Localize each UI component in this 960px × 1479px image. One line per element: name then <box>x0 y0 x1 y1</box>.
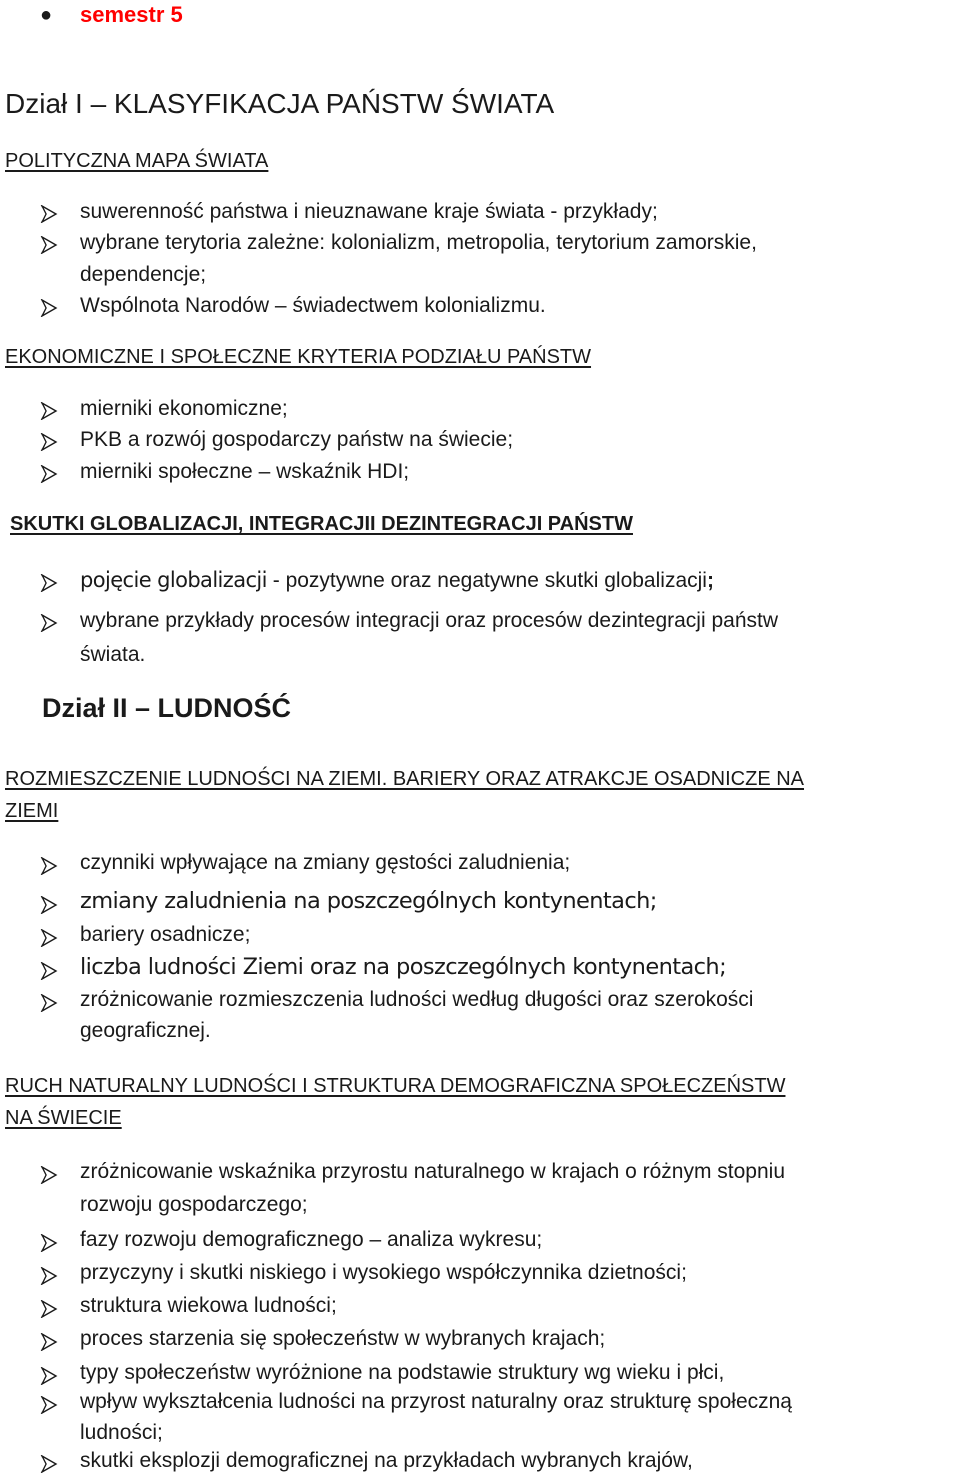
arrow-bullet-icon <box>40 236 58 254</box>
heading-ruch-naturalny-line2: NA ŚWIECIE <box>5 1107 122 1129</box>
list-item-continuation: świata. <box>80 643 146 666</box>
list-item: Wspólnota Narodów – świadectwem kolonializmu. <box>80 294 546 317</box>
list-item: wybrane terytoria zależne: kolonializm, metropolia, terytorium zamorskie, <box>80 231 757 254</box>
arrow-bullet-icon <box>40 299 58 317</box>
list-item: suwerenność państwa i nieuznawane kraje świata - przykłady; <box>80 200 658 223</box>
list-item: mierniki ekonomiczne; <box>80 397 288 420</box>
arrow-bullet-icon <box>40 205 58 223</box>
arrow-bullet-icon <box>40 1267 58 1285</box>
list-item: wybrane przykłady procesów integracji oraz procesów dezintegracji państw <box>80 609 778 632</box>
arrow-bullet-icon <box>40 1166 58 1184</box>
list-item-continuation: ludności; <box>80 1421 163 1444</box>
list-item: fazy rozwoju demograficznego – analiza wykresu; <box>80 1228 543 1251</box>
semester-bullet-icon: ● <box>40 4 53 26</box>
arrow-bullet-icon <box>40 1396 58 1414</box>
arrow-bullet-icon <box>40 1300 58 1318</box>
list-item: liczba ludności Ziemi oraz na poszczególnych kontynentach; <box>80 954 727 980</box>
list-item: czynniki wpływające na zmiany gęstości zaludnienia; <box>80 851 571 874</box>
arrow-bullet-icon <box>40 465 58 483</box>
list-item: struktura wiekowa ludności; <box>80 1294 337 1317</box>
list-item: zróżnicowanie rozmieszczenia ludności według długości oraz szerokości <box>80 988 754 1011</box>
arrow-bullet-icon <box>40 1367 58 1385</box>
arrow-bullet-icon <box>40 994 58 1012</box>
list-item: proces starzenia się społeczeństw w wybranych krajach; <box>80 1327 606 1350</box>
list-item: bariery osadnicze; <box>80 923 251 946</box>
arrow-bullet-icon <box>40 857 58 875</box>
arrow-bullet-icon <box>40 929 58 947</box>
heading-rozmieszczenie-line2: ZIEMI <box>5 800 59 822</box>
semester-label: semestr 5 <box>80 2 183 27</box>
term-globalizacja: pojęcie globalizacji <box>80 568 267 592</box>
arrow-bullet-icon <box>40 896 58 914</box>
arrow-bullet-icon <box>40 1455 58 1473</box>
list-item: wpływ wykształcenia ludności na przyrost naturalny oraz strukturę społeczną <box>80 1390 792 1413</box>
heading-ruch-naturalny-line1: RUCH NATURALNY LUDNOŚCI I STRUKTURA DEMOGRAFICZNA SPOŁECZEŃSTW <box>5 1075 786 1097</box>
section-title-dzial-2: Dział II – LUDNOŚĆ <box>42 693 292 723</box>
heading-polityczna-mapa: POLITYCZNA MAPA ŚWIATA <box>5 150 269 172</box>
list-item: PKB a rozwój gospodarczy państw na świecie; <box>80 428 514 451</box>
heading-skutki-globalizacji: SKUTKI GLOBALIZACJI, INTEGRACJII DEZINTEGRACJI PAŃSTW <box>10 513 633 535</box>
arrow-bullet-icon <box>40 962 58 980</box>
list-item: zróżnicowanie wskaźnika przyrostu naturalnego w krajach o różnym stopniu <box>80 1160 785 1183</box>
list-item: typy społeczeństw wyróżnione na podstawie struktury wg wieku i płci, <box>80 1361 725 1384</box>
list-item-globalizacja <box>80 568 714 593</box>
arrow-bullet-icon <box>40 574 58 592</box>
heading-ekonomiczne-kryteria: EKONOMICZNE I SPOŁECZNE KRYTERIA PODZIAŁU PAŃSTW <box>5 346 592 368</box>
list-item: zmiany zaludnienia na poszczególnych kontynentach; <box>80 888 657 914</box>
arrow-bullet-icon <box>40 614 58 632</box>
list-item: przyczyny i skutki niskiego i wysokiego współczynnika dzietności; <box>80 1261 687 1284</box>
list-item: skutki eksplozji demograficznej na przykładach wybranych krajów, <box>80 1449 693 1472</box>
arrow-bullet-icon <box>40 1333 58 1351</box>
list-item-semicolon: ; <box>706 569 714 592</box>
list-item-text: - pozytywne oraz negatywne skutki globalizacji <box>266 569 707 592</box>
list-item-continuation: dependencje; <box>80 263 207 286</box>
arrow-bullet-icon <box>40 1234 58 1252</box>
list-item-continuation: geograficznej. <box>80 1019 211 1042</box>
heading-rozmieszczenie-line1: ROZMIESZCZENIE LUDNOŚCI NA ZIEMI. BARIERY ORAZ ATRAKCJE OSADNICZE NA <box>5 768 805 790</box>
arrow-bullet-icon <box>40 433 58 451</box>
list-item-continuation: rozwoju gospodarczego; <box>80 1193 308 1216</box>
list-item: mierniki społeczne – wskaźnik HDI; <box>80 460 410 483</box>
section-title-dzial-1: Dział I – KLASYFIKACJA PAŃSTW ŚWIATA <box>5 88 555 119</box>
arrow-bullet-icon <box>40 402 58 420</box>
